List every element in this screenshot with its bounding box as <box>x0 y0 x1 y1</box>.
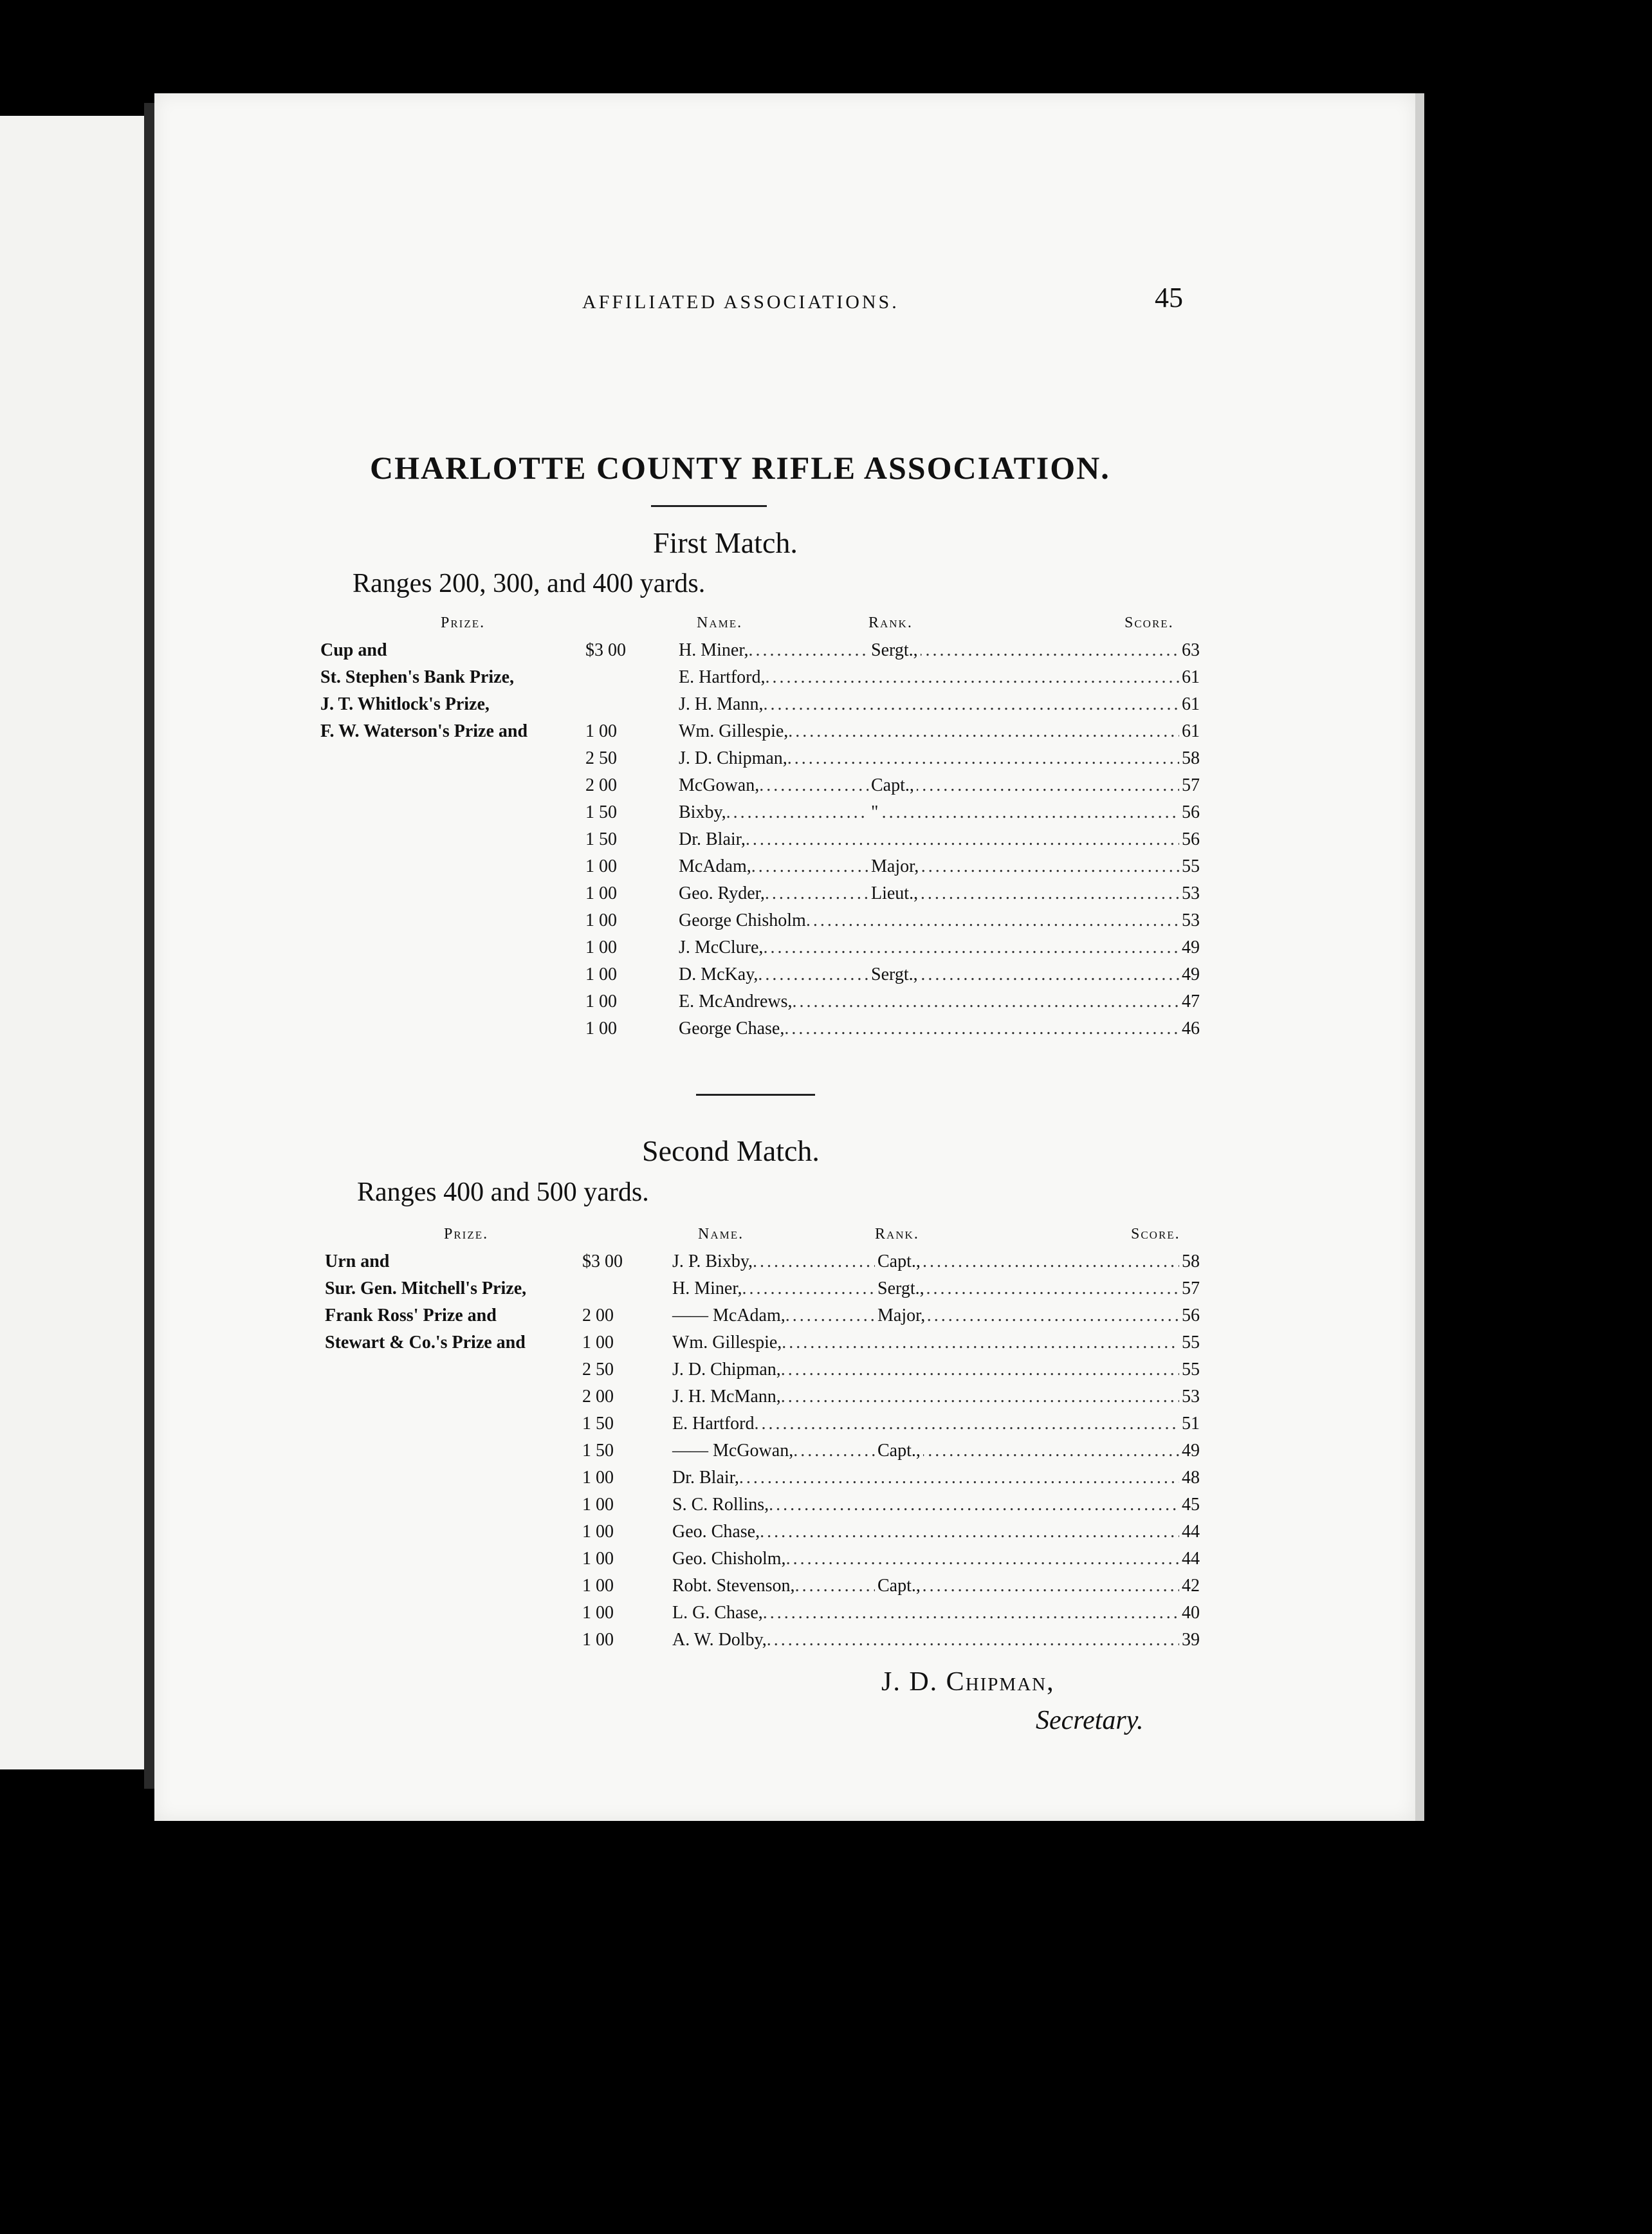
result-row <box>672 1360 1200 1380</box>
col-score-heading-2: Score. <box>1131 1226 1180 1242</box>
score-value: 56 <box>1182 829 1200 849</box>
competitor-name: Wm. Gillespie, <box>672 1333 782 1352</box>
competitor-name: H. Miner, <box>672 1279 742 1298</box>
competitor-name: J. D. Chipman, <box>672 1360 781 1380</box>
leader-dots <box>739 1468 1179 1488</box>
competitor-name: Bixby, <box>679 802 726 822</box>
second-match-ranges: Ranges 400 and 500 yards. <box>357 1177 649 1207</box>
prize-label: Urn and <box>325 1251 390 1271</box>
result-row <box>679 775 1200 796</box>
competitor-name: George Chase, <box>679 1019 785 1039</box>
prize-amount: 2 50 <box>582 1360 614 1380</box>
col-rank-heading: Rank. <box>868 614 913 631</box>
page-number: 45 <box>1155 282 1183 313</box>
col-score-heading: Score. <box>1124 614 1174 631</box>
result-row <box>672 1414 1200 1434</box>
result-row <box>679 667 1200 688</box>
leader-dots <box>795 1576 1179 1596</box>
competitor-name: S. C. Rollins, <box>672 1495 769 1515</box>
leader-dots <box>787 748 1179 769</box>
leader-dots <box>742 1279 1179 1299</box>
score-value: 55 <box>1182 1360 1200 1380</box>
rank-value: " <box>868 802 881 823</box>
competitor-name: Wm. Gillespie, <box>679 721 789 741</box>
score-value: 49 <box>1182 965 1200 984</box>
result-row <box>679 721 1200 742</box>
competitor-name: McAdam, <box>679 856 751 876</box>
col-rank-heading-2: Rank. <box>875 1226 919 1242</box>
prize-amount: 1 50 <box>585 829 617 849</box>
prize-amount: 1 00 <box>585 965 617 984</box>
leader-dots <box>751 856 1179 877</box>
leader-dots <box>726 802 1179 823</box>
leader-dots <box>760 1522 1179 1542</box>
score-value: 56 <box>1182 1306 1200 1325</box>
score-value: 49 <box>1182 937 1200 957</box>
leader-dots <box>763 694 1179 715</box>
col-name-heading: Name. <box>697 614 743 631</box>
result-row <box>672 1495 1200 1515</box>
competitor-name: J. P. Bixby, <box>672 1251 753 1271</box>
prize-amount: 1 50 <box>582 1441 614 1461</box>
prize-amount: 1 00 <box>585 721 617 741</box>
score-value: 55 <box>1182 1333 1200 1352</box>
leader-dots <box>755 1414 1179 1434</box>
prize-label: J. T. Whitlock's Prize, <box>320 694 490 714</box>
leader-dots <box>766 667 1179 688</box>
result-row <box>679 1019 1200 1039</box>
competitor-name: George Chisholm <box>679 910 806 930</box>
score-value: 53 <box>1182 910 1200 930</box>
col-prize-heading: Prize. <box>441 614 486 631</box>
prize-amount: 1 00 <box>585 937 617 957</box>
result-row <box>679 640 1200 661</box>
leader-dots <box>785 1306 1179 1326</box>
leader-dots <box>793 1441 1179 1461</box>
competitor-name: —— McAdam, <box>672 1306 785 1325</box>
score-value: 58 <box>1182 1251 1200 1271</box>
result-row <box>679 694 1200 715</box>
result-row <box>672 1333 1200 1353</box>
competitor-name: Dr. Blair, <box>679 829 746 849</box>
prize-label: F. W. Waterson's Prize and <box>320 721 528 741</box>
competitor-name: Robt. Stevenson, <box>672 1576 795 1596</box>
facing-page-edge <box>0 116 148 1769</box>
result-row <box>672 1279 1200 1299</box>
prize-amount: 2 50 <box>585 748 617 768</box>
prize-amount: 2 00 <box>582 1387 614 1407</box>
leader-dots <box>765 883 1179 904</box>
first-match-heading: First Match. <box>653 526 798 559</box>
prize-amount: 1 00 <box>582 1495 614 1515</box>
result-row <box>672 1522 1200 1542</box>
col-name-heading-2: Name. <box>698 1226 744 1242</box>
leader-dots <box>781 1360 1179 1380</box>
leader-dots <box>793 992 1179 1012</box>
prize-label: Sur. Gen. Mitchell's Prize, <box>325 1279 527 1298</box>
result-row <box>672 1251 1200 1272</box>
score-value: 61 <box>1182 721 1200 741</box>
leader-dots <box>781 1387 1179 1407</box>
prize-label: Frank Ross' Prize and <box>325 1306 497 1325</box>
col-prize-heading-2: Prize. <box>444 1226 489 1242</box>
competitor-name: McGowan, <box>679 775 760 795</box>
score-value: 48 <box>1182 1468 1200 1488</box>
rank-value: Major, <box>875 1306 928 1326</box>
score-value: 44 <box>1182 1549 1200 1569</box>
prize-label: St. Stephen's Bank Prize, <box>320 667 515 687</box>
competitor-name: A. W. Dolby, <box>672 1630 767 1650</box>
prize-amount: 1 00 <box>582 1333 614 1352</box>
rank-value: Capt., <box>875 1251 923 1272</box>
score-value: 45 <box>1182 1495 1200 1515</box>
rank-value: Sergt., <box>875 1279 927 1299</box>
result-row <box>672 1603 1200 1623</box>
score-value: 42 <box>1182 1576 1200 1596</box>
prize-amount: $3 00 <box>582 1251 623 1271</box>
competitor-name: Geo. Chase, <box>672 1522 760 1542</box>
score-value: 44 <box>1182 1522 1200 1542</box>
prize-amount: 2 00 <box>585 775 617 795</box>
competitor-name: H. Miner, <box>679 640 749 660</box>
score-value: 49 <box>1182 1441 1200 1461</box>
prize-amount: 1 00 <box>582 1522 614 1542</box>
prize-amount: 1 00 <box>582 1603 614 1623</box>
result-row <box>672 1387 1200 1407</box>
competitor-name: J. H. McMann, <box>672 1387 781 1407</box>
leader-dots <box>763 1603 1179 1623</box>
competitor-name: E. Hartford, <box>679 667 766 687</box>
prize-amount: 1 50 <box>585 802 617 822</box>
book-page <box>154 93 1424 1821</box>
prize-amount: 1 50 <box>582 1414 614 1434</box>
leader-dots <box>769 1495 1179 1515</box>
leader-dots <box>753 1251 1179 1272</box>
result-row <box>672 1441 1200 1461</box>
result-row <box>679 937 1200 958</box>
result-row <box>679 965 1200 985</box>
score-value: 56 <box>1182 802 1200 822</box>
title-rule <box>651 505 767 507</box>
result-row <box>679 748 1200 769</box>
score-value: 46 <box>1182 1019 1200 1039</box>
document-title: CHARLOTTE COUNTY RIFLE ASSOCIATION. <box>370 450 1110 486</box>
result-row <box>672 1468 1200 1488</box>
score-value: 51 <box>1182 1414 1200 1434</box>
prize-amount: 1 00 <box>582 1576 614 1596</box>
competitor-name: Geo. Ryder, <box>679 883 765 903</box>
leader-dots <box>746 829 1179 850</box>
rank-value: Sergt., <box>868 965 921 985</box>
prize-amount: 1 00 <box>582 1468 614 1488</box>
competitor-name: L. G. Chase, <box>672 1603 763 1623</box>
leader-dots <box>749 640 1179 661</box>
prize-amount: $3 00 <box>585 640 626 660</box>
first-match-ranges: Ranges 200, 300, and 400 yards. <box>353 569 706 598</box>
competitor-name: Dr. Blair, <box>672 1468 739 1488</box>
signature-name: J. D. Chipman, <box>881 1667 1055 1697</box>
score-value: 53 <box>1182 1387 1200 1407</box>
leader-dots <box>759 775 1179 796</box>
result-row <box>679 802 1200 823</box>
score-value: 53 <box>1182 883 1200 903</box>
leader-dots <box>782 1333 1179 1353</box>
score-value: 40 <box>1182 1603 1200 1623</box>
leader-dots <box>767 1630 1179 1650</box>
prize-label: Cup and <box>320 640 387 660</box>
rank-value: Capt., <box>868 775 917 796</box>
score-value: 61 <box>1182 694 1200 714</box>
score-value: 63 <box>1182 640 1200 660</box>
competitor-name: J. H. Mann, <box>679 694 764 714</box>
prize-label: Stewart & Co.'s Prize and <box>325 1333 526 1352</box>
score-value: 57 <box>1182 775 1200 795</box>
signature-title: Secretary. <box>1036 1706 1144 1735</box>
rank-value: Major, <box>868 856 921 877</box>
prize-amount: 1 00 <box>585 910 617 930</box>
prize-amount: 2 00 <box>582 1306 614 1325</box>
competitor-name: J. D. Chipman, <box>679 748 787 768</box>
score-value: 57 <box>1182 1279 1200 1298</box>
prize-amount: 1 00 <box>585 1019 617 1039</box>
result-row <box>679 992 1200 1012</box>
competitor-name: —— McGowan, <box>672 1441 794 1461</box>
result-row <box>679 883 1200 904</box>
result-row <box>679 856 1200 877</box>
running-header: AFFILIATED ASSOCIATIONS. <box>582 291 899 313</box>
leader-dots <box>763 937 1179 958</box>
competitor-name: E. Hartford <box>672 1414 755 1434</box>
result-row <box>679 829 1200 850</box>
competitor-name: E. McAndrews, <box>679 992 793 1011</box>
prize-amount: 1 00 <box>585 883 617 903</box>
result-row <box>672 1576 1200 1596</box>
competitor-name: J. McClure, <box>679 937 764 957</box>
leader-dots <box>788 721 1179 742</box>
prize-amount: 1 00 <box>585 856 617 876</box>
leader-dots <box>806 910 1179 931</box>
result-row <box>672 1549 1200 1569</box>
leader-dots <box>784 1019 1179 1039</box>
result-row <box>672 1630 1200 1650</box>
score-value: 58 <box>1182 748 1200 768</box>
result-row <box>672 1306 1200 1326</box>
result-row <box>679 910 1200 931</box>
rank-value: Lieut., <box>868 883 921 904</box>
prize-amount: 1 00 <box>585 992 617 1011</box>
second-match-heading: Second Match. <box>642 1134 820 1167</box>
leader-dots <box>786 1549 1179 1569</box>
rank-value: Sergt., <box>868 640 921 661</box>
score-value: 47 <box>1182 992 1200 1011</box>
prize-amount: 1 00 <box>582 1549 614 1569</box>
rank-value: Capt., <box>875 1576 923 1596</box>
score-value: 55 <box>1182 856 1200 876</box>
score-value: 39 <box>1182 1630 1200 1650</box>
section-rule <box>696 1094 815 1096</box>
rank-value: Capt., <box>875 1441 923 1461</box>
prize-amount: 1 00 <box>582 1630 614 1650</box>
competitor-name: D. McKay, <box>679 965 758 984</box>
score-value: 61 <box>1182 667 1200 687</box>
leader-dots <box>758 965 1179 985</box>
competitor-name: Geo. Chisholm, <box>672 1549 786 1569</box>
